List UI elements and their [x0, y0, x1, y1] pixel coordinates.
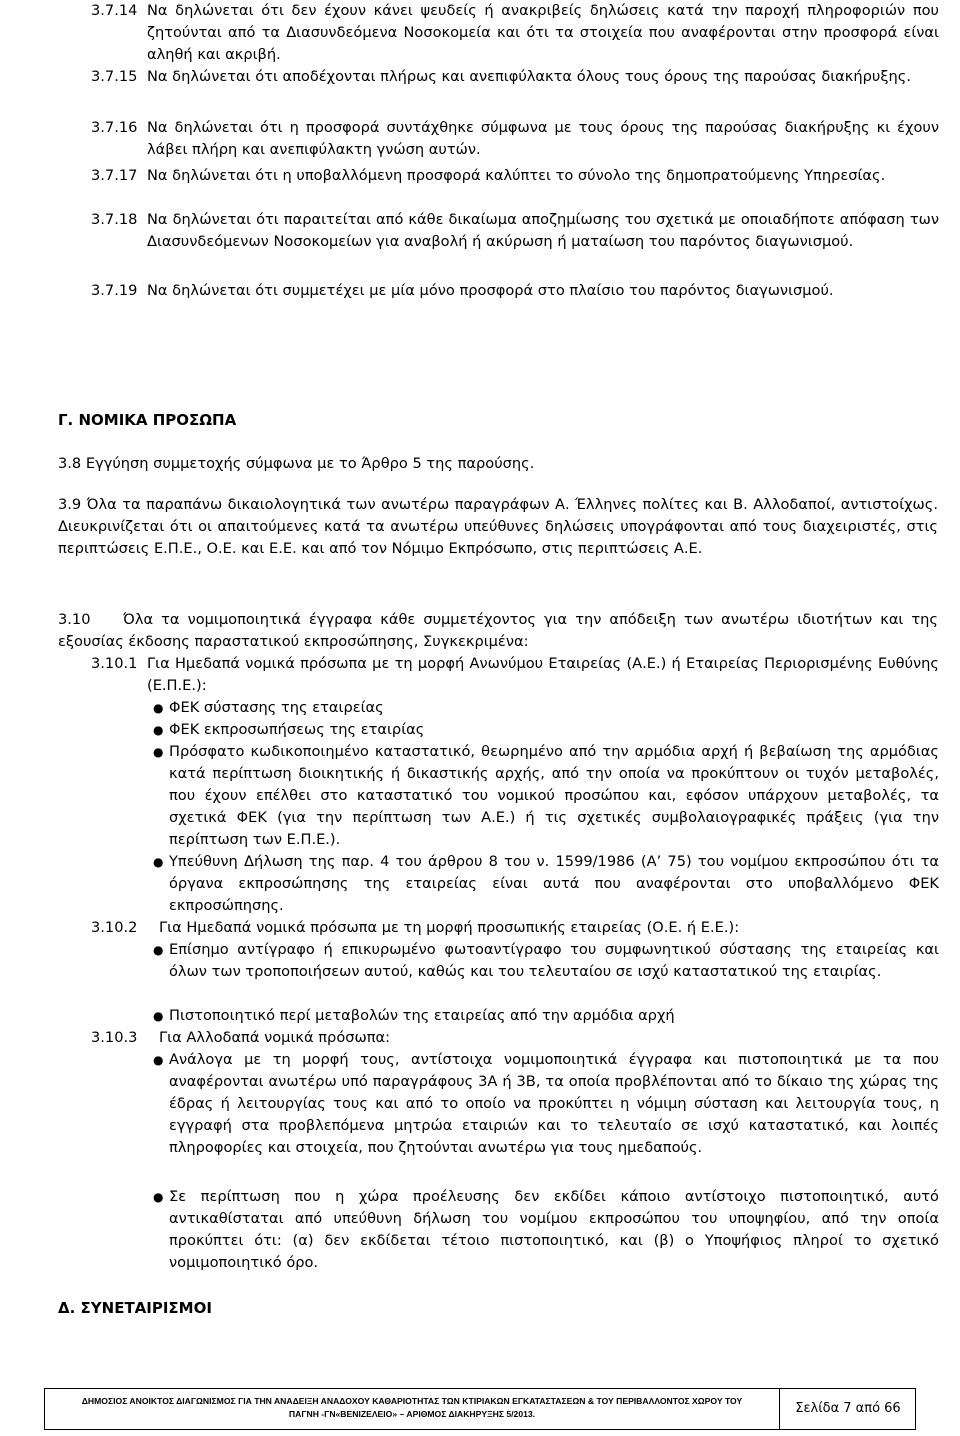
- item-text: Να δηλώνεται ότι η προσφορά συντάχθηκε σύμφωνα με τους όρους της παρούσας διακήρυξης κι έχουν λάβει πλήρη και ανεπιφύλακτη γνώση αυτών.: [147, 119, 939, 158]
- bullet-icon: ●: [153, 1053, 164, 1067]
- subitem-number: 3.10.3: [91, 1029, 138, 1046]
- item-number: 3.7.15: [91, 68, 138, 85]
- footer-line-2: ΠΑΓΝΗ -ΓΝ«ΒΕΝΙΖΕΛΕΙΟ» – ΑΡΙΘΜΟΣ ΔΙΑΚΗΡΥΞΗΣ 5/2013.: [288, 1409, 536, 1419]
- paragraph-3-10: Όλα τα νομιμοποιητικά έγγραφα κάθε συμμετέχοντος για την απόδειξη των ανωτέρω ιδιοτήτων και της εξουσίας έκδοσης παραστατικού εκπροσώπησης, Συγκεκριμένα:: [58, 611, 938, 650]
- bullet-text: Ανάλογα με τη μορφή τους, αντίστοιχα νομιμοποιητικά έγγραφα και πιστοποιητικά με τα που αναφέρονται ανωτέρω υπό παραγράφους 3Α ή 3Β, τα οποία προβλέπονται από το δίκαιο της χώρας της έδρας ή λειτουργίας τους και από το οποίο να προκύπτει η νόμιμη σύσταση και λειτουργία τους, η εγγραφή στα προβλεπόμενα μητρώα εταιριών και το τελευταίο σε ισχύ καταστατικό, και λοιπές πληροφορίες και στοιχεία, που ζητούνται ανωτέρω για τους ημεδαπούς.: [169, 1051, 939, 1156]
- subitem-text: Για Ημεδαπά νομικά πρόσωπα με τη μορφή Ανωνύμου Εταιρείας (Α.Ε.) ή Εταιρείας Περιορισμένης Ευθύνης (Ε.Π.Ε.):: [147, 655, 939, 694]
- subitem-number: 3.10.2: [91, 919, 138, 936]
- paragraph-3-8: 3.8 Εγγύηση συμμετοχής σύμφωνα με το Άρθρο 5 της παρούσης.: [58, 455, 535, 472]
- bullet-text: Επίσημο αντίγραφο ή επικυρωμένο φωτοαντίγραφο του συμφωνητικού σύστασης της εταιρείας και όλων των τροποποιήσεων αυτού, καθώς και του τελευταίου σε ισχύ καταστατικού της εταιρίας.: [169, 941, 939, 980]
- item-number: 3.7.19: [91, 282, 138, 299]
- item-text: Να δηλώνεται ότι συμμετέχει με μία μόνο προσφορά στο πλαίσιο του παρόντος διαγωνισμού.: [147, 282, 834, 299]
- bullet-icon: ●: [153, 1009, 164, 1023]
- section-heading-cooperatives: Δ. ΣΥΝΕΤΑΙΡΙΣΜΟΙ: [58, 1299, 212, 1317]
- bullet-icon: ●: [153, 723, 164, 737]
- subitem-text: Για Αλλοδαπά νομικά πρόσωπα:: [159, 1029, 391, 1046]
- bullet-icon: ●: [153, 1190, 164, 1204]
- item-text: Να δηλώνεται ότι η υποβαλλόμενη προσφορά καλύπτει το σύνολο της δημοπρατούμενης Υπηρεσίας.: [147, 167, 886, 184]
- footer-tender-title: [45, 1389, 780, 1429]
- bullet-icon: ●: [153, 943, 164, 957]
- paragraph-number: 3.10: [58, 611, 91, 628]
- item-text: Να δηλώνεται ότι αποδέχονται πλήρως και ανεπιφύλακτα όλους τους όρους της παρούσας διακήρυξης.: [147, 68, 911, 85]
- bullet-text: ΦΕΚ εκπροσωπήσεως της εταιρίας: [169, 721, 425, 738]
- bullet-text: Πρόσφατο κωδικοποιημένο καταστατικό, θεωρημένο από την αρμόδια αρχή ή βεβαίωση της αρμόδιας κατά περίπτωση διοικητικής ή δικαστικής αρχής, από την οποία να προκύπτουν οι τυχόν μεταβολές, που έχουν επέλθει στο καταστατικό του νομικού προσώπου και, εφόσον υπάρχουν μεταβολές, τα σχετικά ΦΕΚ (για την περίπτωση των Α.Ε.) ή τις σχετικές συμβολαιογραφικές πράξεις (για την περίπτωση των Ε.Π.Ε.).: [169, 743, 939, 848]
- page-number: Σελίδα 7 από 66: [795, 1401, 901, 1416]
- bullet-text: Σε περίπτωση που η χώρα προέλευσης δεν εκδίδει κάποιο αντίστοιχο πιστοποιητικό, αυτό αντικαθίσταται από υπεύθυνη δήλωση του νομίμου εκπροσώπου του υποψηφίου, από την οποία προκύπτει ότι: (α) δεν εκδίδεται τέτοιο πιστοποιητικό, και (β) ο Υποψήφιος πληροί το σχετικό νομιμοποιητικό όρο.: [169, 1188, 939, 1271]
- bullet-text: Πιστοποιητικό περί μεταβολών της εταιρείας από την αρμόδια αρχή: [169, 1007, 675, 1024]
- item-text: Να δηλώνεται ότι παραιτείται από κάθε δικαίωμα αποζημίωσης του σχετικά με οποιαδήποτε απόφαση των Διασυνδεόμενων Νοσοκομείων για αναβολή ή ακύρωση ή ματαίωση του παρόντος διαγωνισμού.: [147, 211, 939, 250]
- bullet-icon: ●: [153, 745, 164, 759]
- bullet-icon: ●: [153, 701, 164, 715]
- item-number: 3.7.14: [91, 2, 138, 19]
- item-number: 3.7.17: [91, 167, 138, 184]
- bullet-text: ΦΕΚ σύστασης της εταιρείας: [169, 699, 384, 716]
- page-footer: [44, 1388, 916, 1430]
- subitem-number: 3.10.1: [91, 655, 138, 672]
- item-number: 3.7.16: [91, 119, 138, 136]
- bullet-text: Υπεύθυνη Δήλωση της παρ. 4 του άρθρου 8 του ν. 1599/1986 (Α’ 75) του νομίμου εκπροσώπου ότι τα όργανα εκπροσώπησης της εταιρείας είναι αυτά που αναφέρονται στο υποβαλλόμενο ΦΕΚ εκπροσώπησης.: [169, 853, 939, 914]
- item-number: 3.7.18: [91, 211, 138, 228]
- bullet-icon: ●: [153, 855, 164, 869]
- paragraph-3-9: 3.9 Όλα τα παραπάνω δικαιολογητικά των ανωτέρω παραγράφων Α. Έλληνες πολίτες και Β. Αλλοδαποί, αντιστοίχως. Διευκρινίζεται ότι οι απαιτούμενες κατά τα ανωτέρω υπεύθυνες δηλώσεις υπογράφονται από τους διαχειριστές, στις περιπτώσεις Ε.Π.Ε., Ο.Ε. και Ε.Ε. και από τον Νόμιμο Εκπρόσωπο, στις περιπτώσεις Α.Ε.: [58, 496, 938, 557]
- footer-line-1: ΔΗΜΟΣΙΟΣ ΑΝΟΙΚΤΟΣ ΔΙΑΓΩΝΙΣΜΟΣ ΓΙΑ ΤΗΝ ΑΝΑΔΕΙΞΗ ΑΝΑΔΟΧΟΥ ΚΑΘΑΡΙΟΤΗΤΑΣ ΤΩΝ ΚΤΙΡΙΑΚΩΝ ΕΓΚΑΤΑΣΤΑΣΕΩΝ & ΤΟΥ ΠΕΡΙΒΑΛΛΟΝΤΟΣ ΧΩΡΟΥ ΤΟΥ: [81, 1396, 743, 1406]
- section-heading-legal-entities: Γ. ΝΟΜΙΚΑ ΠΡΟΣΩΠΑ: [58, 411, 237, 429]
- item-text: Να δηλώνεται ότι δεν έχουν κάνει ψευδείς ή ανακριβείς δηλώσεις κατά την παροχή πληροφοριών που ζητούνται από τα Διασυνδεόμενα Νοσοκομεία και ότι τα στοιχεία που αναφέρονται στην προσφορά είναι αληθή και ακριβή.: [147, 2, 939, 63]
- subitem-text: Για Ημεδαπά νομικά πρόσωπα με τη μορφή προσωπικής εταιρείας (Ο.Ε. ή Ε.Ε.):: [159, 919, 740, 936]
